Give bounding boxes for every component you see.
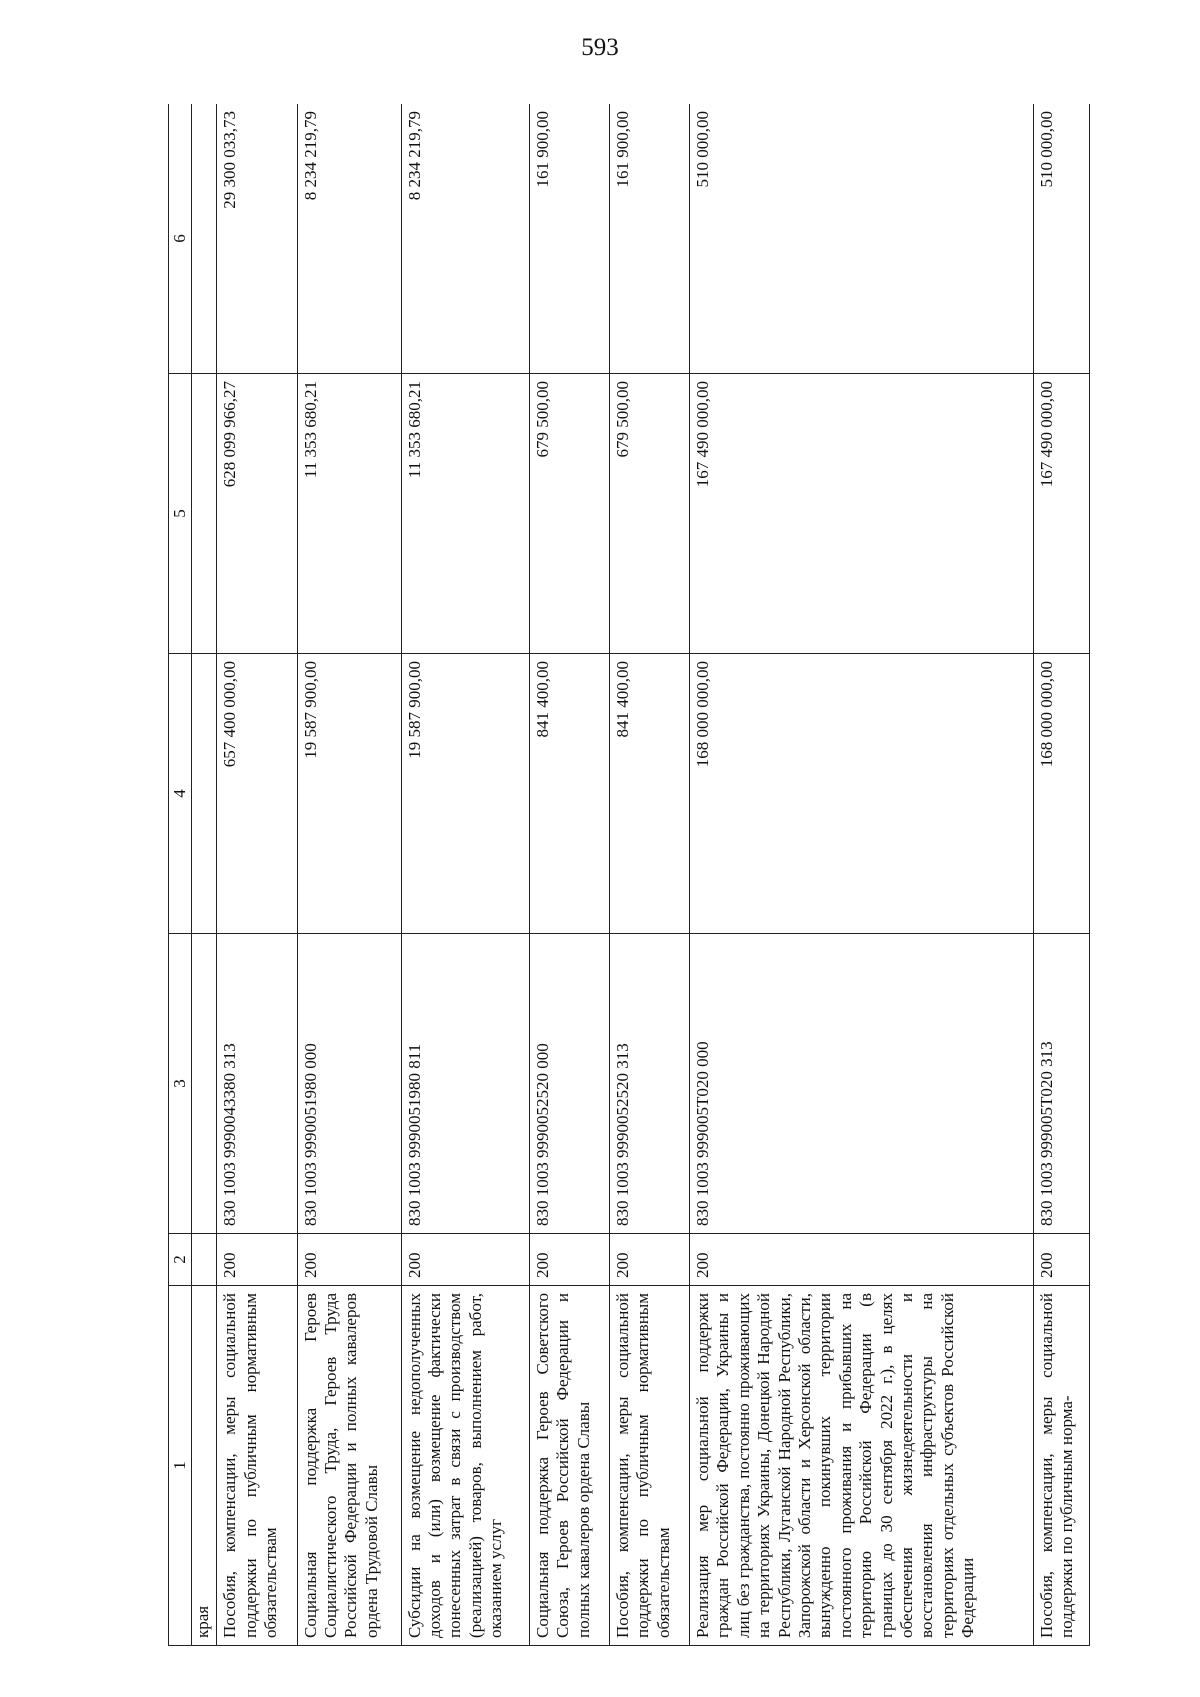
header-col-4: 4 <box>169 654 192 934</box>
row-approved-amount: 841 400,00 <box>529 654 609 934</box>
row-budget-code: 830 1003 9990051980 000 <box>297 934 401 1234</box>
row-budget-code: 830 1003 9990052520 000 <box>529 934 609 1234</box>
rotated-table-frame <box>168 104 1090 1646</box>
rotated-table-container <box>168 104 1090 1646</box>
header-col-5: 5 <box>169 374 192 654</box>
row-unexecuted-amount: 161 900,00 <box>529 104 609 374</box>
page-number: 593 <box>581 34 619 61</box>
row-admin-code: 200 <box>297 1234 401 1286</box>
row-unexecuted-amount: 510 000,00 <box>1033 104 1089 374</box>
table-row <box>1033 104 1089 1646</box>
row-unexecuted-amount: 29 300 033,73 <box>217 104 297 374</box>
row-executed-amount: 11 353 680,21 <box>297 374 401 654</box>
header-col-2: 2 <box>169 1234 192 1286</box>
header-col-6: 6 <box>169 104 192 374</box>
row-admin-code: 200 <box>401 1234 529 1286</box>
row-name: Пособия, компенсации, меры социальной поддержки по публичным нормативным обязательствам <box>217 1286 297 1646</box>
row-executed-amount: 11 353 680,21 <box>401 374 529 654</box>
row-executed-amount: 679 500,00 <box>609 374 689 654</box>
row-budget-code <box>192 934 217 1234</box>
row-name: Пособия, компенсации, меры социальной поддержки по публичным норма- <box>1033 1286 1089 1646</box>
table-row <box>192 104 217 1646</box>
row-name: Реализация мер социальной поддержки граждан Российской Федерации, Украины и лиц без гражданства, постоянно проживающих на территориях Украины, Донецкой Народной Республики, Луганской Народной Республики, Запорожской области и Херсонской области, вынужденно покинувших территории постоянного проживания и прибывших на территорию Российской Федерации (в границах до 30 сентября 2022 г.), в целях обеспечения жизнедеятельности и восстановления инфраструктуры на территориях отдельных субъектов Российской Федерации <box>690 1286 1034 1646</box>
table-row <box>690 104 1034 1646</box>
row-admin-code: 200 <box>609 1234 689 1286</box>
row-unexecuted-amount: 161 900,00 <box>609 104 689 374</box>
row-approved-amount: 168 000 000,00 <box>690 654 1034 934</box>
table-row <box>609 104 689 1646</box>
row-unexecuted-amount: 8 234 219,79 <box>401 104 529 374</box>
row-approved-amount: 841 400,00 <box>609 654 689 934</box>
row-unexecuted-amount <box>192 104 217 374</box>
table-row <box>529 104 609 1646</box>
row-unexecuted-amount: 510 000,00 <box>690 104 1034 374</box>
row-name: Субсидии на возмещение недополученных доходов и (или) возмещение фактически понесенных затрат в связи с производством (реализацией) товаров, выполнением работ, оказанием услуг <box>401 1286 529 1646</box>
row-admin-code <box>192 1234 217 1286</box>
row-admin-code: 200 <box>1033 1234 1089 1286</box>
row-executed-amount: 679 500,00 <box>529 374 609 654</box>
row-approved-amount: 19 587 900,00 <box>297 654 401 934</box>
row-budget-code: 830 1003 999005Т020 000 <box>690 934 1034 1234</box>
row-approved-amount: 657 400 000,00 <box>217 654 297 934</box>
table-row <box>297 104 401 1646</box>
row-executed-amount: 167 490 000,00 <box>690 374 1034 654</box>
row-executed-amount: 167 490 000,00 <box>1033 374 1089 654</box>
row-approved-amount: 168 000 000,00 <box>1033 654 1089 934</box>
row-budget-code: 830 1003 999005Т020 313 <box>1033 934 1089 1234</box>
row-unexecuted-amount: 8 234 219,79 <box>297 104 401 374</box>
row-executed-amount: 628 099 966,27 <box>217 374 297 654</box>
row-admin-code: 200 <box>529 1234 609 1286</box>
header-col-1: 1 <box>169 1286 192 1646</box>
header-col-3: 3 <box>169 934 192 1234</box>
row-name: Пособия, компенсации, меры социальной поддержки по публичным нормативным обязательствам <box>609 1286 689 1646</box>
row-approved-amount: 19 587 900,00 <box>401 654 529 934</box>
row-executed-amount <box>192 374 217 654</box>
row-admin-code: 200 <box>217 1234 297 1286</box>
row-admin-code: 200 <box>690 1234 1034 1286</box>
row-budget-code: 830 1003 9990043380 313 <box>217 934 297 1234</box>
row-budget-code: 830 1003 9990052520 313 <box>609 934 689 1234</box>
row-approved-amount <box>192 654 217 934</box>
budget-table <box>168 104 1090 1646</box>
row-name: Социальная поддержка Героев Советского Союза, Героев Российской Федерации и полных кавалеров ордена Славы <box>529 1286 609 1646</box>
row-name: Социальная поддержка Героев Социалистического Труда, Героев Труда Российской Федерации и полных кавалеров ордена Трудовой Славы <box>297 1286 401 1646</box>
table-row <box>401 104 529 1646</box>
row-name: края <box>192 1286 217 1646</box>
table-row <box>217 104 297 1646</box>
row-budget-code: 830 1003 9990051980 811 <box>401 934 529 1234</box>
header-row <box>169 104 192 1646</box>
